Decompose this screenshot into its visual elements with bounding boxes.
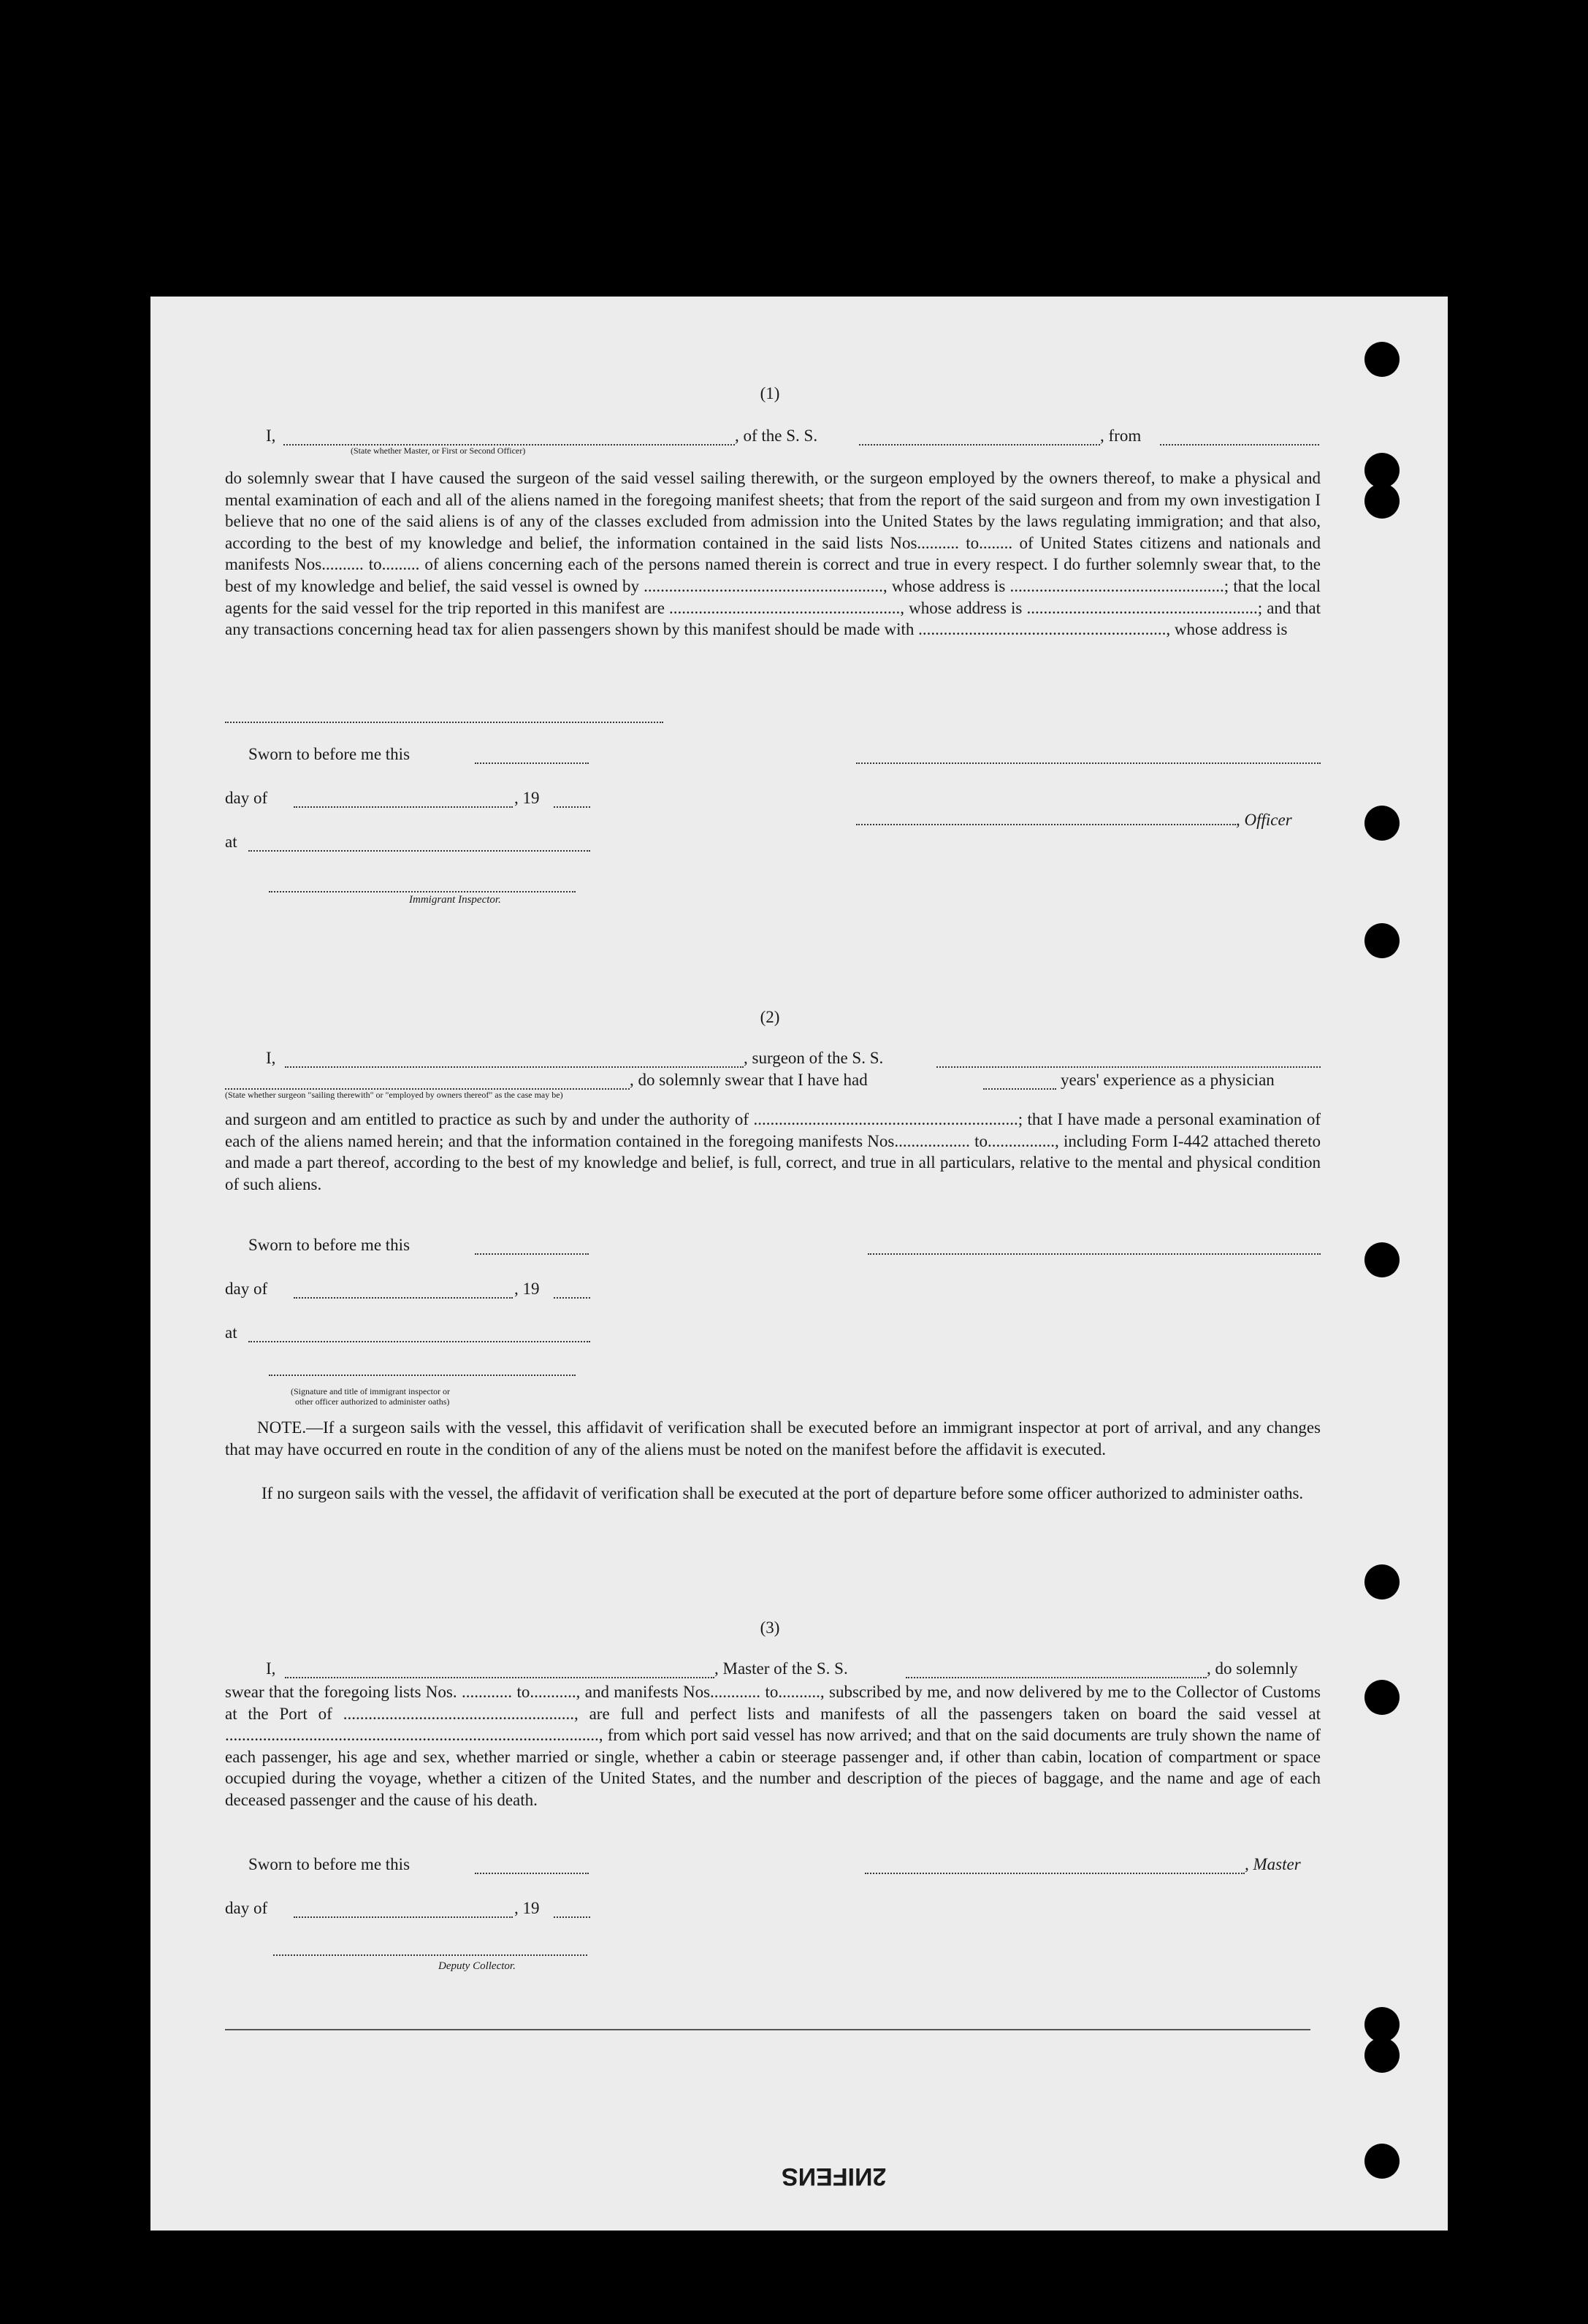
section-number: (2): [760, 1008, 780, 1026]
at-label: at: [225, 833, 237, 851]
label-surgeon-of: , surgeon of the S. S.: [744, 1049, 884, 1067]
day-of-field[interactable]: [294, 1297, 513, 1299]
deputy-caption: Deputy Collector.: [438, 1960, 516, 1972]
year-field[interactable]: [554, 806, 590, 808]
deputy-signature-line[interactable]: [273, 1954, 587, 1956]
punch-hole-icon: [1364, 342, 1400, 377]
signature-caption: other officer authorized to administer oaths): [295, 1396, 450, 1407]
label-i: I,: [266, 1659, 276, 1678]
punch-hole-icon: [1364, 806, 1400, 841]
officer-signature-line[interactable]: [856, 762, 1321, 764]
year-label: , 19: [514, 1280, 540, 1298]
section-number: (1): [760, 384, 780, 402]
punch-hole-icon: [1364, 1242, 1400, 1277]
label-i: I,: [266, 427, 276, 445]
sworn-date-field[interactable]: [475, 1873, 589, 1874]
sworn-label: Sworn to before me this: [248, 745, 411, 763]
punch-hole-icon: [1364, 2144, 1400, 2179]
year-field[interactable]: [554, 1916, 590, 1918]
surgeon-note: (State whether surgeon "sailing therewith" or "employed by owners thereof" as the case may be): [225, 1090, 563, 1100]
year-label: , 19: [514, 1899, 540, 1917]
label-i: I,: [266, 1049, 276, 1067]
surgeon-signature-line[interactable]: [868, 1253, 1321, 1255]
years-experience-field[interactable]: [983, 1088, 1056, 1090]
sworn-label: Sworn to before me this: [248, 1236, 411, 1254]
from-port-field[interactable]: [1160, 444, 1319, 446]
at-place-field[interactable]: [248, 1341, 590, 1342]
note-body: —If a surgeon sails with the vessel, this affidavit of verification shall be executed before an immigrant inspector at port of arrival, and any changes that may have occurred en route in the condition of any of the aliens must be noted on the manifest before the affidavit is executed.: [225, 1418, 1321, 1459]
signature-caption: (Signature and title of immigrant inspector or: [291, 1386, 450, 1396]
punch-hole-icon: [1364, 2007, 1400, 2071]
at-place-field[interactable]: [248, 850, 590, 852]
punch-hole-icon: [1364, 1564, 1400, 1599]
year-field[interactable]: [554, 1297, 590, 1299]
day-of-label: day of: [225, 1899, 268, 1917]
day-of-label: day of: [225, 1280, 268, 1298]
section1-body: do solemnly swear that I have caused the surgeon of the said vessel sailing therewith, or the surgeon employed by the owners thereof, to make a physical and mental examination of each and all of the aliens named in the foregoing manifest sheets; that from the report of the said surgeon and from my own investigation I believe that no one of the said aliens is of any of the classes excluded from admission into the United States by the laws regulating immigration; and that also, according to the best of my knowledge and belief, the information contained in the said lists Nos.......... to........ of United States citizens and nationals and manifests Nos.......... to......... of aliens concerning each of the persons named therein is correct and true in every respect. I do further solemnly swear that, to the best of my knowledge and belief, the said vessel is owned by ........................................................., whose address is ...................................................; that the local agents for the said vessel for the trip reported in this manifest are ......................................................., whose address is .......................................................; and that any transactions concerning head tax for alien passengers shown by this manifest should be made with ..........................................................., whose address is: [225, 469, 1321, 639]
note-paragraph-2: If no surgeon sails with the vessel, the affidavit of verification shall be executed at the port of departure before some officer authorized to administer oaths.: [262, 1484, 1304, 1502]
note-paragraph: [225, 1417, 1321, 1460]
surgeon-vessel-field[interactable]: [936, 1066, 1321, 1068]
master-vessel-field[interactable]: [906, 1677, 1207, 1678]
note-label: NOTE.: [257, 1418, 307, 1437]
master-name-field[interactable]: [285, 1677, 714, 1678]
section3-body: swear that the foregoing lists Nos. ............ to..........., and manifests Nos............ to.........., subscribed by me, and now delivered by me to the Collector of Customs at the Port of ......................................................., are full and perfect lists and manifests of all the passengers taken on board the said vessel at ........................................................................................., from which port said vessel has now arrived; and that on the said documents are truly shown the name of each passenger, his age and sex, whether married or single, whether a cabin or steerage passenger and, if other than cabin, location of compartment or space occupied during the voyage, whether a citizen of the United States, and the number and description of the pieces of baggage, and the name and age of each deceased passenger and the cause of his death.: [225, 1683, 1321, 1809]
bottom-rule: [225, 2029, 1310, 2030]
address-continuation-field[interactable]: [225, 722, 663, 723]
label-from: , from: [1100, 427, 1142, 445]
vessel-name-field[interactable]: [859, 444, 1100, 446]
master-label: , Master: [1245, 1855, 1301, 1873]
officer-note: (State whether Master, or First or Second Officer): [351, 446, 526, 456]
day-of-field[interactable]: [294, 806, 513, 808]
punch-hole-icon: [1364, 453, 1400, 517]
label-years: years' experience as a physician: [1061, 1071, 1275, 1089]
day-of-field[interactable]: [294, 1916, 513, 1918]
officer-name-line[interactable]: [856, 824, 1236, 825]
label-of-the-ss: , of the S. S.: [735, 427, 818, 445]
master-signature-line[interactable]: [865, 1873, 1245, 1874]
officer-signature-line[interactable]: [269, 1375, 576, 1376]
inspector-caption: Immigrant Inspector.: [409, 894, 501, 906]
label-master-of: , Master of the S. S.: [714, 1659, 848, 1678]
surgeon-name-field[interactable]: [285, 1066, 744, 1068]
punch-hole-icon: [1364, 923, 1400, 958]
sworn-date-field[interactable]: [475, 1253, 589, 1255]
officer-label: , Officer: [1236, 811, 1292, 829]
punch-hole-icon: [1364, 1680, 1400, 1715]
sworn-label: Sworn to before me this: [248, 1855, 411, 1873]
day-of-label: day of: [225, 789, 268, 807]
at-label: at: [225, 1323, 237, 1342]
inspector-signature-line[interactable]: [269, 891, 576, 892]
section2-body: and surgeon and am entitled to practice as such by and under the authority of ...............................................................; that I have made a personal examination of each of the aliens named herein; and that the information contained in the foregoing manifests Nos.................. to................, including Form I-442 attached thereto and made a part thereof, according to the best of my knowledge and belief, is full, correct, and true in all particulars, relative to the mental and physical condition of such aliens.: [225, 1110, 1321, 1193]
year-label: , 19: [514, 789, 540, 807]
sworn-date-field[interactable]: [475, 762, 589, 764]
section-number: (3): [760, 1618, 780, 1637]
label-solemnly-swear: , do solemnly swear that I have had: [630, 1071, 868, 1089]
handwritten-stamp: 2ИIFEИS: [782, 2163, 887, 2190]
label-do-solemnly: , do solemnly: [1207, 1659, 1298, 1678]
